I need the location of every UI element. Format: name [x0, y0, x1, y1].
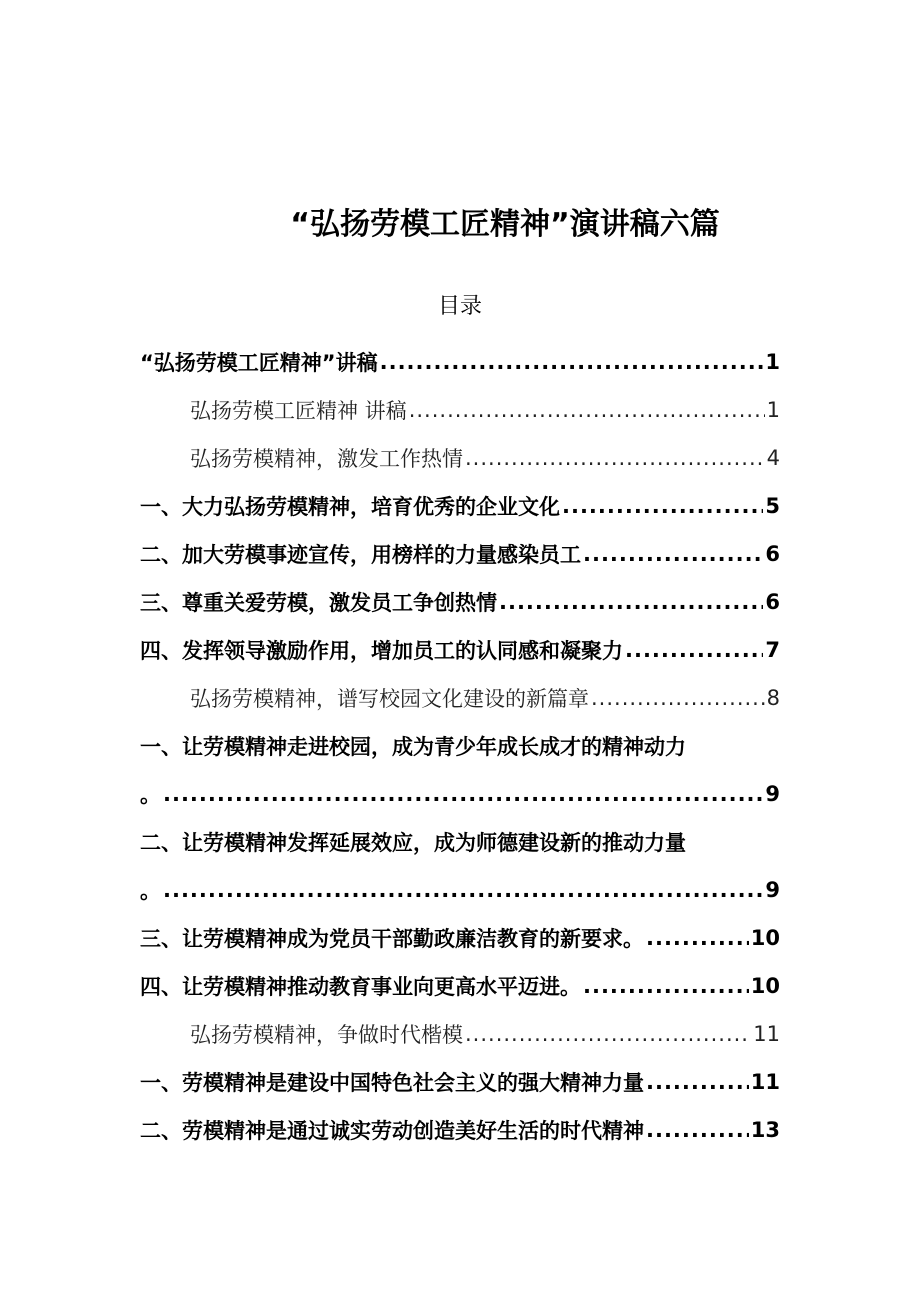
- toc-leader-dots: [583, 974, 749, 998]
- toc-page-number: 9: [765, 782, 780, 806]
- toc-entry-text: 三、让劳模精神成为党员干部勤政廉洁教育的新要求。: [140, 927, 644, 951]
- toc-entry-first-line[interactable]: [140, 818, 780, 866]
- toc-entry-text: 一、大力弘扬劳模精神，培育优秀的企业文化: [140, 495, 560, 519]
- toc-leader-dots: [409, 398, 765, 422]
- toc-entry-text: 弘扬劳模精神，谱写校园文化建设的新篇章: [190, 687, 589, 711]
- toc-entry-text: 弘扬劳模精神，激发工作热情: [190, 447, 463, 471]
- toc-page-number: 4: [766, 446, 780, 470]
- toc-leader-dots: [646, 1070, 749, 1094]
- document-title: “弘扬劳模工匠精神”演讲稿六篇: [290, 207, 720, 242]
- toc-page-number: 8: [766, 686, 780, 710]
- toc-entry-text: 三、尊重关爱劳模，激发员工争创热情: [140, 591, 497, 615]
- toc-entry[interactable]: [140, 626, 780, 674]
- toc-page-number: 7: [765, 638, 780, 662]
- toc-entry-text: 四、让劳模精神推动教育事业向更高水平迈进。: [140, 975, 581, 999]
- toc-leader-dots: [562, 494, 763, 518]
- toc-leader-dots: [591, 686, 765, 710]
- toc-leader-dots: [499, 590, 763, 614]
- toc-entry[interactable]: [140, 1058, 780, 1106]
- toc-entry-text: 二、劳模精神是通过诚实劳动创造美好生活的时代精神: [140, 1119, 644, 1143]
- toc-page-number: 1: [765, 350, 780, 374]
- toc-entry[interactable]: [140, 1010, 780, 1058]
- toc-entry[interactable]: [140, 674, 780, 722]
- toc-entry-text: 四、发挥领导激励作用，增加员工的认同感和凝聚力: [140, 639, 623, 663]
- toc-entry[interactable]: [140, 962, 780, 1010]
- toc-entry[interactable]: [140, 482, 780, 530]
- toc-entry-cont-text: 。: [140, 783, 161, 807]
- toc-entry-first-line[interactable]: [140, 722, 780, 770]
- toc-leader-dots: [625, 638, 763, 662]
- toc-leader-dots: [583, 542, 763, 566]
- toc-entry-text: 二、让劳模精神发挥延展效应，成为师德建设新的推动力量: [140, 831, 686, 855]
- toc-leader-dots: [646, 1118, 749, 1142]
- toc-page-number: 10: [750, 926, 780, 950]
- toc-entry-text: 一、劳模精神是建设中国特色社会主义的强大精神力量: [140, 1071, 644, 1095]
- toc-entry[interactable]: [140, 434, 780, 482]
- toc-leader-dots: [380, 350, 764, 374]
- toc-entry-text: 二、加大劳模事迹宣传，用榜样的力量感染员工: [140, 543, 581, 567]
- toc-entry[interactable]: [140, 338, 780, 386]
- toc-entry[interactable]: [140, 1106, 780, 1154]
- toc-page-number: 6: [765, 542, 780, 566]
- toc-entry[interactable]: [140, 578, 780, 626]
- toc-page-number: 11: [750, 1070, 780, 1094]
- toc-entry-continuation[interactable]: [140, 770, 780, 818]
- toc-page-number: 13: [750, 1118, 780, 1142]
- toc-page-number: 10: [750, 974, 780, 998]
- toc-leader-dots: [465, 1022, 751, 1046]
- toc-page-number: 1: [766, 398, 780, 422]
- toc-entry-text: 一、让劳模精神走进校园，成为青少年成长成才的精神动力: [140, 735, 686, 759]
- toc-page-number: 11: [753, 1022, 780, 1046]
- toc-page-number: 9: [765, 878, 780, 902]
- toc-entry[interactable]: [140, 530, 780, 578]
- toc-leader-dots: [163, 878, 763, 902]
- toc-entry[interactable]: [140, 386, 780, 434]
- toc-entry-continuation[interactable]: [140, 866, 780, 914]
- toc-entry-text: 弘扬劳模精神，争做时代楷模: [190, 1023, 463, 1047]
- toc-entry-text: “弘扬劳模工匠精神”讲稿: [140, 351, 378, 375]
- toc-leader-dots: [163, 782, 763, 806]
- toc-leader-dots: [465, 446, 765, 470]
- table-of-contents: [140, 338, 780, 1154]
- toc-entry-cont-text: 。: [140, 879, 161, 903]
- toc-leader-dots: [646, 926, 749, 950]
- toc-page-number: 5: [765, 494, 780, 518]
- toc-heading: 目录: [437, 294, 482, 319]
- toc-entry[interactable]: [140, 914, 780, 962]
- toc-entry-text: 弘扬劳模工匠精神 讲稿: [190, 399, 407, 423]
- toc-page-number: 6: [765, 590, 780, 614]
